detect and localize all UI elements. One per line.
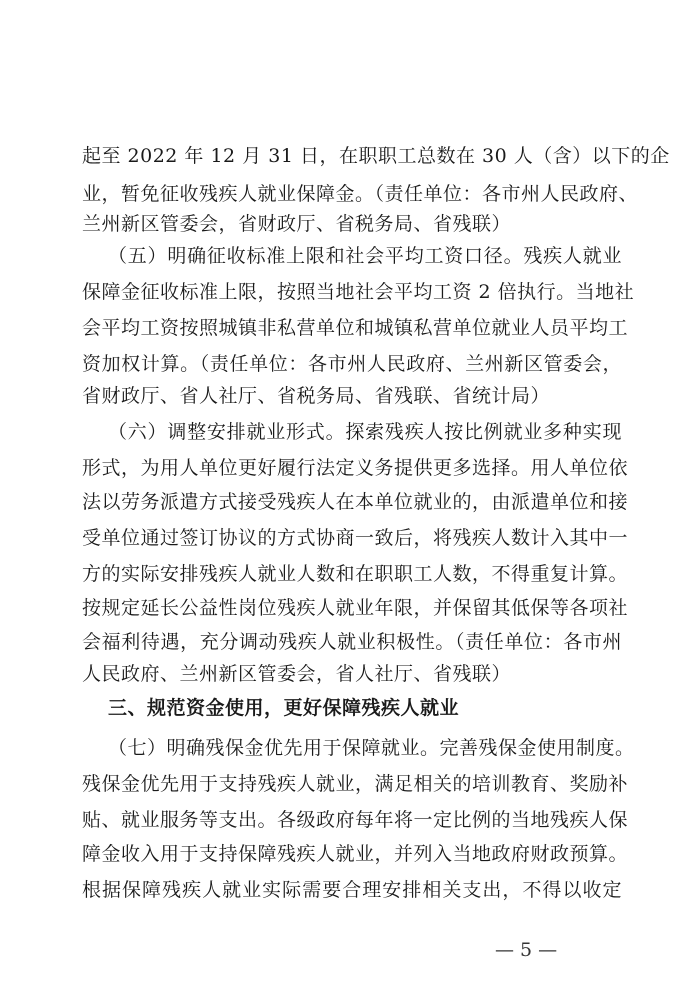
text-line: （六）调整安排就业形式。探索残疾人按比例就业多种实现 <box>108 421 622 443</box>
text-line: 人民政府、兰州新区管委会，省人社厅、省残联） <box>82 663 512 685</box>
text-line: 形式，为用人单位更好履行法定义务提供更多选择。用人单位依 <box>82 457 629 479</box>
text-line: 按规定延长公益性岗位残疾人就业年限，并保留其低保等各项社 <box>82 597 629 619</box>
text-line: 会平均工资按照城镇非私营单位和城镇私营单位就业人员平均工 <box>82 317 629 339</box>
text-line: 兰州新区管委会，省财政厅、省税务局、省残联） <box>82 213 512 235</box>
text-line: 省财政厅、省人社厅、省税务局、省残联、省统计局） <box>82 385 551 407</box>
text-line: 贴、就业服务等支出。各级政府每年将一定比例的当地残疾人保 <box>82 809 629 831</box>
text-line: （七）明确残保金优先用于保障就业。完善残保金使用制度。 <box>108 737 635 759</box>
section-heading: 三、规范资金使用，更好保障残疾人就业 <box>108 697 460 719</box>
text-line: 资加权计算。（责任单位：各市州人民政府、兰州新区管委会， <box>82 353 622 375</box>
text-line: 受单位通过签订协议的方式协商一致后，将残疾人数计入其中一 <box>82 527 629 549</box>
text-line: 障金收入用于支持保障残疾人就业，并列入当地政府财政预算。 <box>82 843 629 865</box>
text-line: 会福利待遇，充分调动残疾人就业积极性。（责任单位：各市州 <box>82 631 622 653</box>
text-line: 业，暂免征收残疾人就业保障金。（责任单位：各市州人民政府、 <box>82 183 639 205</box>
text-line: 根据保障残疾人就业实际需要合理安排相关支出，不得以收定 <box>82 879 622 901</box>
text-line: （五）明确征收标准上限和社会平均工资口径。残疾人就业 <box>108 245 622 267</box>
text-line: 方的实际安排残疾人就业人数和在职职工人数，不得重复计算。 <box>82 563 629 585</box>
text-line: 残保金优先用于支持残疾人就业，满足相关的培训教育、奖励补 <box>82 773 629 795</box>
page-number: — 5 — <box>495 939 558 961</box>
text-line: 起至 2022 年 12 月 31 日，在职职工总数在 30 人（含）以下的企 <box>82 145 670 167</box>
text-line: 法以劳务派遣方式接受残疾人在本单位就业的，由派遣单位和接 <box>82 491 629 513</box>
text-line: 保障金征收标准上限，按照当地社会平均工资 2 倍执行。当地社 <box>82 281 635 303</box>
